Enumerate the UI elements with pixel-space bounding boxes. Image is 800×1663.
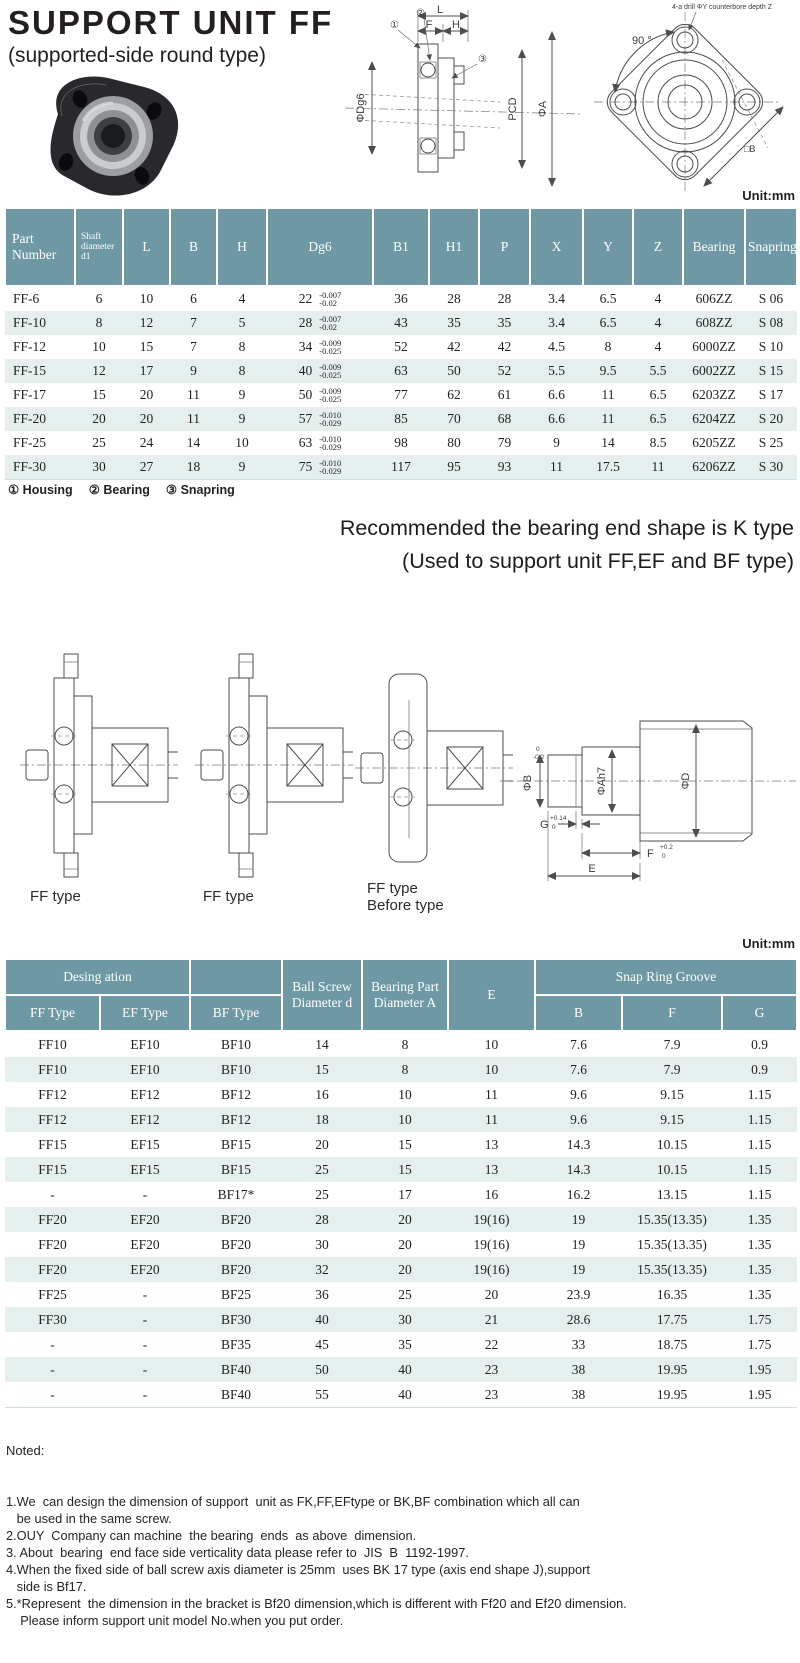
table-row: FF-17 15 20 11 9 50 -0.009 -0.025 77 62 61 6.6 11 6.5 6203ZZ S 17 — [13, 385, 784, 404]
col-groove-g: G — [722, 995, 797, 1031]
table-row: FF-20 20 20 11 9 57 -0.010 -0.029 85 70 68 6.6 11 6.5 6204ZZ S 20 — [5, 407, 797, 431]
col-ff-type: FF Type — [5, 995, 100, 1031]
callout-3: ③ — [478, 54, 487, 65]
dim-phi-d: ΦD — [680, 772, 692, 790]
unit-label-bottom: Unit:mm — [742, 936, 795, 951]
bearing-end-table — [4, 958, 798, 1408]
col-B: B — [170, 208, 217, 286]
dim-pcd: PCD — [507, 97, 519, 121]
dim-f-tol-bot: 0 — [662, 853, 666, 860]
col-bearing: Bearing — [683, 208, 745, 286]
table-row: - - BF35 45 35 22 33 18.75 1.75 — [50, 1336, 772, 1352]
dim-phi-dg6: ΦDg6 — [355, 93, 367, 123]
section-drawing — [340, 4, 590, 196]
ff-type-label-2: FF type — [203, 888, 254, 905]
col-designation-spacer — [190, 959, 282, 995]
callout-2: ② — [416, 8, 425, 19]
col-groove-b: B — [535, 995, 622, 1031]
table-row: FF15 EF15 BF15 20 15 13 14.3 10.15 1.15 — [38, 1136, 772, 1152]
dim-phi-b: ΦB — [522, 774, 534, 792]
ff-unit-before-drawing — [355, 660, 513, 880]
unit-label-top: Unit:mm — [742, 188, 795, 203]
note-line: 4.When the fixed side of ball screw axis diameter is 25mm uses BK 17 type (axis end shape J),support — [6, 1562, 590, 1577]
col-Y: Y — [583, 208, 633, 286]
ff-type-label-1: FF type — [30, 888, 81, 905]
table-row: FF-25 25 24 14 10 63 -0.010 -0.029 98 80 79 9 14 8.5 6205ZZ S 25 — [13, 433, 784, 452]
col-e: E — [448, 959, 535, 1031]
table-row: FF12 EF12 BF12 16 10 11 9.6 9.15 1.15 — [38, 1086, 772, 1102]
ff-unit-drawing-1 — [20, 648, 178, 884]
notes-block — [6, 1408, 627, 1663]
square-b-label: □B — [744, 144, 756, 154]
ff-before-label: FF type Before type — [367, 880, 444, 914]
dim-F: F — [425, 19, 433, 31]
col-designation: Desing ation — [5, 959, 190, 995]
col-part-number: Part Number — [5, 208, 75, 286]
parts-legend — [8, 482, 251, 497]
angle-label: 90 ° — [632, 35, 652, 47]
table-row: FF25 - BF25 36 25 20 23.9 16.35 1.35 — [38, 1286, 772, 1302]
legend-item: ③ Snapring — [165, 483, 235, 497]
support-table-body — [5, 286, 797, 480]
col-P: P — [479, 208, 530, 286]
table-row: FF20 EF20 BF20 32 20 19(16) 19 15.35(13.35) 1.35 — [5, 1257, 797, 1282]
dim-f: F — [647, 848, 654, 860]
col-B1: B1 — [373, 208, 429, 286]
callout-1: ① — [390, 20, 399, 31]
col-bf-type: BF Type — [190, 995, 282, 1031]
dim-g-tol-top: +0.14 — [550, 815, 567, 822]
dim-H: H — [452, 19, 460, 31]
note-line: be used in the same screw. — [6, 1511, 172, 1526]
dim-f-tol-top: +0.2 — [660, 844, 673, 851]
note-line: 5.*Represent the dimension in the bracket is Bf20 dimension,which is different with Ff20 and Ef20 dimension. — [6, 1596, 627, 1611]
dim-L: L — [436, 4, 444, 16]
notes-lines — [6, 1493, 627, 1629]
dim-g: G — [540, 819, 549, 831]
table-row: FF20 EF20 BF20 30 20 19(16) 19 15.35(13.35) 1.35 — [38, 1236, 772, 1252]
dim-phi-a: ΦA — [537, 100, 549, 118]
counterbore-note: 4-a drill ΦY counterbore depth Z — [671, 4, 773, 11]
dim-phi-ah7: ΦAh7 — [596, 766, 608, 796]
col-snapring: Snapring — [745, 208, 797, 286]
table-row: FF-6 6 10 6 4 22 -0.007 -0.02 36 28 28 3.4 6.5 4 606ZZ S 06 — [13, 289, 784, 308]
table-row: FF20 EF20 BF20 28 20 19(16) 19 15.35(13.35) 1.35 — [5, 1207, 797, 1232]
note-line: side is Bf17. — [6, 1579, 87, 1594]
table-row: FF-12 10 15 7 8 34 -0.009 -0.025 52 42 42 4.5 8 4 6000ZZ S 10 — [13, 337, 784, 356]
table-row: FF15 EF15 BF15 25 15 13 14.3 10.15 1.15 — [5, 1157, 797, 1182]
col-snap-ring-groove: Snap Ring Groove — [535, 959, 797, 995]
table2-header-row-1 — [5, 959, 797, 995]
table-row: - - BF40 50 40 23 38 19.95 1.95 — [5, 1357, 797, 1382]
dim-g-tol-bot: 0 — [552, 824, 556, 831]
table-row: FF12 EF12 BF12 18 10 11 9.6 9.15 1.15 — [5, 1107, 797, 1132]
col-L: L — [123, 208, 170, 286]
col-Z: Z — [633, 208, 683, 286]
table-row: - - BF17* 25 17 16 16.2 13.15 1.15 — [50, 1186, 772, 1202]
bearing-table-body — [5, 1031, 797, 1408]
col-shaft-diameter: Shaft diameter d1 — [75, 208, 123, 286]
note-line: 3. About bearing end face side verticality data please refer to JIS B 1192-1997. — [6, 1545, 469, 1560]
legend-item: ① Housing — [8, 483, 73, 497]
col-ef-type: EF Type — [100, 995, 190, 1031]
col-bearing-part-diameter: Bearing Part Diameter A — [362, 959, 448, 1031]
recommendation-line1: Recommended the bearing end shape is K type — [339, 516, 794, 540]
col-H1: H1 — [429, 208, 479, 286]
table-row: - - BF40 55 40 23 38 19.95 1.95 — [50, 1386, 772, 1402]
table-row: FF-30 30 27 18 9 75 -0.010 -0.029 117 95 93 11 17.5 11 6206ZZ S 30 — [5, 455, 797, 480]
table-row: FF-10 8 12 7 5 28 -0.007 -0.02 43 35 35 3.4 6.5 4 608ZZ S 08 — [5, 311, 797, 335]
col-ball-screw-diameter: Ball Screw Diameter d — [282, 959, 362, 1031]
page-title: SUPPORT UNIT FF — [8, 4, 334, 41]
dim-phi-b-tol-top: 0 — [536, 746, 540, 753]
shaft-end-drawing — [500, 693, 800, 900]
support-unit-ff-table — [4, 207, 798, 480]
dim-e: E — [588, 863, 596, 875]
table-row: FF-15 12 17 9 8 40 -0.009 -0.025 63 50 52 5.5 9.5 5.5 6002ZZ S 15 — [5, 359, 797, 383]
col-X: X — [530, 208, 583, 286]
front-view-drawing — [572, 0, 798, 198]
col-groove-f: F — [622, 995, 722, 1031]
product-photo — [18, 66, 208, 204]
table-row: FF10 EF10 BF10 15 8 10 7.6 7.9 0.9 — [5, 1057, 797, 1082]
recommendation-line2: (Used to support unit FF,EF and BF type) — [402, 549, 794, 573]
table-row: FF10 EF10 BF10 14 8 10 7.6 7.9 0.9 — [38, 1036, 768, 1052]
note-line: Please inform support unit model No.when you put order. — [6, 1613, 344, 1628]
page-subtitle: (supported-side round type) — [8, 44, 266, 67]
table-row: FF30 - BF30 40 30 21 28.6 17.75 1.75 — [5, 1307, 797, 1332]
recommendation-text — [340, 512, 794, 578]
legend-item: ② Bearing — [88, 483, 150, 497]
table1-header-row — [5, 208, 797, 286]
col-H: H — [217, 208, 267, 286]
note-line: 1.We can design the dimension of support unit as FK,FF,EFtype or BK,BF combination which all can — [6, 1494, 580, 1509]
ff-unit-drawing-2 — [195, 648, 353, 884]
note-line: 2.OUY Company can machine the bearing ends as above dimension. — [6, 1528, 417, 1543]
notes-title: Noted: — [6, 1443, 45, 1458]
dim-phi-b-tol-bot: -0.2 — [533, 754, 545, 761]
col-Dg6: Dg6 — [267, 208, 373, 286]
